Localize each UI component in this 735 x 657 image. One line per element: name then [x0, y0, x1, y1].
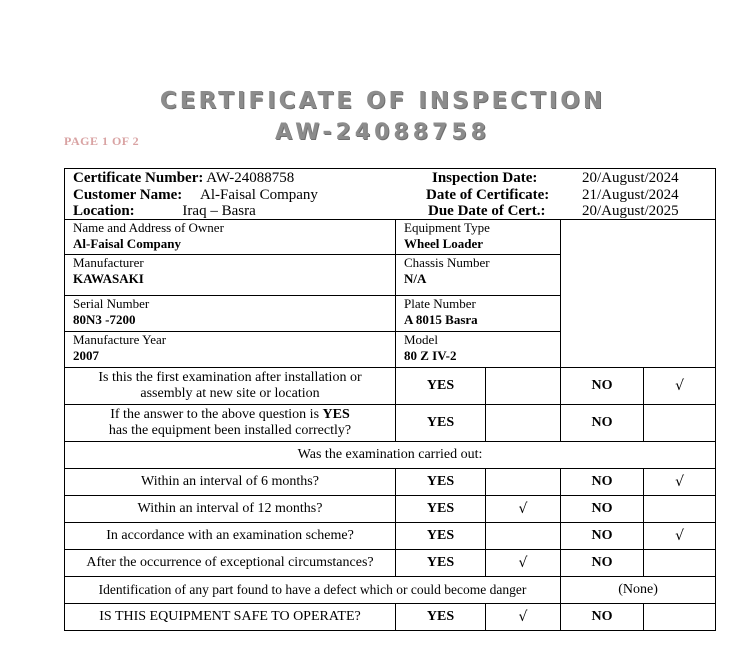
- q2-yes-label: YES: [396, 405, 486, 442]
- safe-label: IS THIS EQUIPMENT SAFE TO OPERATE?: [65, 604, 396, 631]
- certificate-code-heading: AW-24088758: [275, 120, 490, 145]
- certificate-date-value: 21/August/2024: [582, 187, 679, 203]
- q4-no-label: NO: [561, 496, 644, 523]
- defect-label: Identification of any part found to have a defect which or could become danger: [65, 577, 561, 604]
- chassis-value: N/A: [404, 271, 427, 286]
- q1-yes-label: YES: [396, 368, 486, 405]
- customer-name-label: Customer Name:: [73, 187, 183, 203]
- question-row-6-months: [65, 469, 716, 496]
- q6-yes-label: YES: [396, 550, 486, 577]
- safe-no-label: NO: [561, 604, 644, 631]
- q5-no-label: NO: [561, 523, 644, 550]
- q2-line1-text: If the answer to the above question is: [110, 407, 323, 422]
- safe-yes-check: √: [486, 604, 561, 631]
- summary-row: [65, 169, 716, 220]
- q5-yes-mark: [486, 523, 561, 550]
- q6-no-mark: [644, 550, 716, 577]
- certificate-title: CERTIFICATE OF INSPECTION: [159, 88, 606, 114]
- safe-to-operate-row: [65, 604, 716, 631]
- inspection-date-label: Inspection Date:: [432, 170, 538, 186]
- model-value: 80 Z IV-2: [404, 348, 457, 363]
- q2-line2: has the equipment been installed correctly?: [108, 423, 352, 438]
- due-date-value: 20/August/2025: [582, 203, 679, 219]
- summary-block: [65, 169, 715, 219]
- page-indicator: PAGE 1 OF 2: [64, 134, 140, 148]
- certificate-date-label: Date of Certificate:: [426, 187, 550, 203]
- inspection-table: [64, 168, 716, 631]
- model-label: Model: [404, 332, 438, 347]
- q1-line2: assembly at new site or location: [140, 386, 320, 401]
- q3-no-check: √: [644, 469, 716, 496]
- q2-line1-yes: YES: [322, 407, 350, 422]
- q6-no-label: NO: [561, 550, 644, 577]
- equipment-type-value: Wheel Loader: [404, 236, 484, 251]
- chassis-label: Chassis Number: [404, 255, 490, 270]
- q1-no-label: NO: [561, 368, 644, 405]
- q5-text: In accordance with an examination scheme?: [65, 523, 396, 550]
- safe-no-mark: [644, 604, 716, 631]
- safe-yes-label: YES: [396, 604, 486, 631]
- q4-text: Within an interval of 12 months?: [65, 496, 396, 523]
- defect-row: [65, 577, 716, 604]
- details-row-owner: [65, 220, 716, 255]
- manufacturer-label: Manufacturer: [73, 255, 144, 270]
- certificate-number-label: Certificate Number:: [73, 170, 204, 186]
- serial-label: Serial Number: [73, 296, 150, 311]
- defect-value: (None): [561, 577, 716, 604]
- blank-side-panel: [561, 220, 716, 368]
- q3-no-label: NO: [561, 469, 644, 496]
- section-row: [65, 442, 716, 469]
- customer-name-value: Al-Faisal Company: [200, 187, 318, 203]
- plate-label: Plate Number: [404, 296, 476, 311]
- year-value: 2007: [73, 348, 99, 363]
- question-row-scheme: [65, 523, 716, 550]
- q3-text: Within an interval of 6 months?: [65, 469, 396, 496]
- examination-section-label: Was the examination carried out:: [65, 442, 716, 469]
- q5-yes-label: YES: [396, 523, 486, 550]
- q3-yes-mark: [486, 469, 561, 496]
- q2-yes-mark: [486, 405, 561, 442]
- inspection-date-value: 20/August/2024: [582, 170, 679, 186]
- location-value: Iraq – Basra: [182, 203, 256, 219]
- location-label: Location:: [73, 203, 135, 219]
- equipment-type-label: Equipment Type: [404, 220, 490, 235]
- q2-no-mark: [644, 405, 716, 442]
- certificate-number-value: AW-24088758: [206, 170, 295, 186]
- q4-no-mark: [644, 496, 716, 523]
- q3-yes-label: YES: [396, 469, 486, 496]
- question-row-exceptional: [65, 550, 716, 577]
- year-label: Manufacture Year: [73, 332, 167, 347]
- manufacturer-value: KAWASAKI: [73, 271, 144, 286]
- question-row-first-exam: [65, 368, 716, 405]
- plate-value: A 8015 Basra: [404, 312, 478, 327]
- owner-label: Name and Address of Owner: [73, 220, 224, 235]
- q6-yes-check: √: [486, 550, 561, 577]
- q2-no-label: NO: [561, 405, 644, 442]
- q4-yes-label: YES: [396, 496, 486, 523]
- due-date-label: Due Date of Cert.:: [428, 203, 546, 219]
- q6-text: After the occurrence of exceptional circumstances?: [65, 550, 396, 577]
- q4-yes-check: √: [486, 496, 561, 523]
- serial-value: 80N3 -7200: [73, 312, 136, 327]
- q1-line1: Is this the first examination after installation or: [98, 370, 362, 385]
- question-row-installed-correctly: [65, 405, 716, 442]
- q5-no-check: √: [644, 523, 716, 550]
- question-row-12-months: [65, 496, 716, 523]
- q1-yes-mark: [486, 368, 561, 405]
- q1-no-check: √: [644, 368, 716, 405]
- owner-value: Al-Faisal Company: [73, 236, 181, 251]
